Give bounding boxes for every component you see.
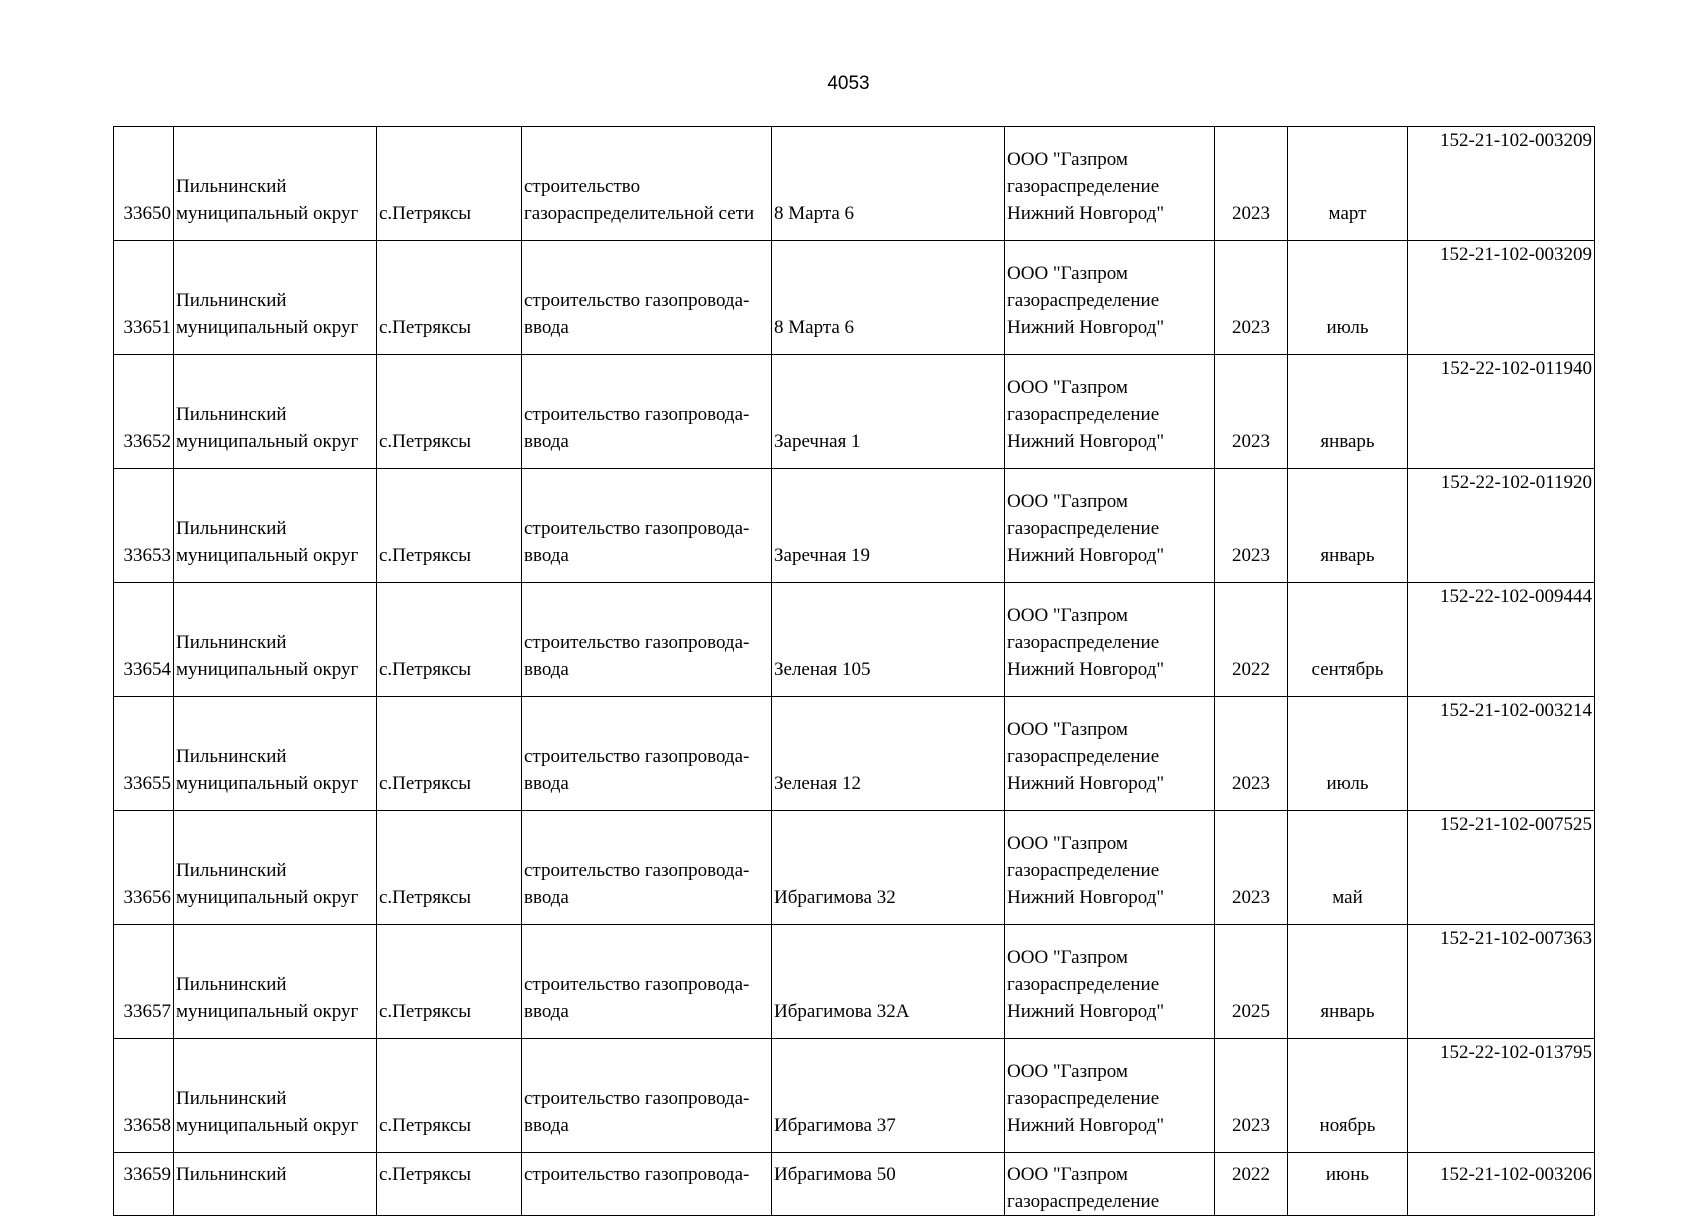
organization-line: ООО "Газпром	[1007, 1061, 1128, 1082]
year-cell: 2023	[1215, 127, 1288, 241]
month-cell: январь	[1288, 355, 1408, 469]
settlement-cell: с.Петряксы	[377, 355, 522, 469]
registry-id-cell: 152-21-102-007525	[1408, 811, 1595, 925]
organization-line: газораспределение	[1007, 974, 1160, 995]
row-number-cell: 33650	[114, 127, 174, 241]
row-number-cell: 33654	[114, 583, 174, 697]
table-row	[114, 697, 1595, 811]
table-row	[114, 355, 1595, 469]
year-cell: 2023	[1215, 469, 1288, 583]
address-cell: Ибрагимова 32	[772, 811, 1005, 925]
month-cell: июнь	[1288, 1153, 1408, 1216]
district-cell: Пильнинский муниципальный округ	[174, 583, 377, 697]
table-row	[114, 469, 1595, 583]
registry-id-cell: 152-21-102-003209	[1408, 241, 1595, 355]
district-cell: Пильнинский муниципальный округ	[174, 925, 377, 1039]
organization-line: газораспределение	[1007, 860, 1160, 881]
table-row	[114, 127, 1595, 241]
table-row	[114, 925, 1595, 1039]
row-number-cell: 33652	[114, 355, 174, 469]
gas-objects-table	[113, 126, 1595, 1216]
district-cell: Пильнинский муниципальный округ	[174, 127, 377, 241]
year-cell: 2023	[1215, 1039, 1288, 1153]
settlement-cell: с.Петряксы	[377, 469, 522, 583]
registry-id-cell: 152-22-102-013795	[1408, 1039, 1595, 1153]
settlement-cell: с.Петряксы	[377, 127, 522, 241]
organization-line: Нижний Новгород"	[1007, 887, 1165, 908]
organization-line: Нижний Новгород"	[1007, 317, 1165, 338]
address-cell: Заречная 19	[772, 469, 1005, 583]
organization-line: газораспределение	[1007, 290, 1160, 311]
registry-id-cell: 152-21-102-003206	[1408, 1153, 1595, 1216]
year-cell: 2022	[1215, 1153, 1288, 1216]
address-cell: 8 Марта 6	[772, 241, 1005, 355]
district-cell: Пильнинский муниципальный округ	[174, 1039, 377, 1153]
year-cell: 2023	[1215, 811, 1288, 925]
row-number-cell: 33655	[114, 697, 174, 811]
registry-id-cell: 152-22-102-011920	[1408, 469, 1595, 583]
organization-line: газораспределение	[1007, 1191, 1160, 1212]
work-type-cell: строительство газопровода-ввода	[522, 583, 772, 697]
organization-line: ООО "Газпром	[1007, 149, 1128, 170]
month-cell: ноябрь	[1288, 1039, 1408, 1153]
organization-cell	[1005, 811, 1215, 925]
district-cell: Пильнинский муниципальный округ	[174, 469, 377, 583]
address-cell: 8 Марта 6	[772, 127, 1005, 241]
organization-line: ООО "Газпром	[1007, 947, 1128, 968]
registry-id-cell: 152-22-102-011940	[1408, 355, 1595, 469]
address-cell: Ибрагимова 50	[772, 1153, 1005, 1216]
month-cell: май	[1288, 811, 1408, 925]
district-cell: Пильнинский муниципальный округ	[174, 811, 377, 925]
district-cell: Пильнинский муниципальный округ	[174, 355, 377, 469]
organization-line: Нижний Новгород"	[1007, 545, 1165, 566]
month-cell: январь	[1288, 925, 1408, 1039]
table-row	[114, 1153, 1595, 1216]
organization-line: Нижний Новгород"	[1007, 659, 1165, 680]
registry-id-cell: 152-21-102-003209	[1408, 127, 1595, 241]
month-cell: сентябрь	[1288, 583, 1408, 697]
table-row	[114, 583, 1595, 697]
registry-id-cell: 152-21-102-003214	[1408, 697, 1595, 811]
work-type-cell: строительство газопровода-ввода	[522, 925, 772, 1039]
address-cell: Ибрагимова 37	[772, 1039, 1005, 1153]
row-number-cell: 33657	[114, 925, 174, 1039]
table-row	[114, 241, 1595, 355]
organization-cell	[1005, 925, 1215, 1039]
organization-line: газораспределение	[1007, 518, 1160, 539]
month-cell: январь	[1288, 469, 1408, 583]
settlement-cell: с.Петряксы	[377, 697, 522, 811]
work-type-cell: строительство газопровода-ввода	[522, 697, 772, 811]
month-cell: июль	[1288, 241, 1408, 355]
registry-id-cell: 152-22-102-009444	[1408, 583, 1595, 697]
work-type-cell: строительство газопровода-ввода	[522, 469, 772, 583]
organization-cell	[1005, 1153, 1215, 1216]
organization-line: газораспределение	[1007, 176, 1160, 197]
row-number-cell: 33656	[114, 811, 174, 925]
page-number: 4053	[827, 73, 870, 94]
organization-cell	[1005, 355, 1215, 469]
address-cell: Ибрагимова 32А	[772, 925, 1005, 1039]
organization-line: газораспределение	[1007, 746, 1160, 767]
work-type-cell: строительство газопровода-ввода	[522, 241, 772, 355]
row-number-cell: 33653	[114, 469, 174, 583]
table-row	[114, 811, 1595, 925]
row-number-cell: 33651	[114, 241, 174, 355]
year-cell: 2025	[1215, 925, 1288, 1039]
work-type-cell: строительство газопровода-	[522, 1153, 772, 1216]
organization-cell	[1005, 241, 1215, 355]
organization-line: Нижний Новгород"	[1007, 1001, 1165, 1022]
district-cell: Пильнинский муниципальный округ	[174, 241, 377, 355]
organization-line: Нижний Новгород"	[1007, 773, 1165, 794]
settlement-cell: с.Петряксы	[377, 1153, 522, 1216]
settlement-cell: с.Петряксы	[377, 241, 522, 355]
organization-line: ООО "Газпром	[1007, 377, 1128, 398]
work-type-cell: строительство газопровода-ввода	[522, 811, 772, 925]
work-type-cell: строительство газопровода-ввода	[522, 1039, 772, 1153]
district-cell: Пильнинский муниципальный округ	[174, 697, 377, 811]
year-cell: 2023	[1215, 697, 1288, 811]
address-cell: Заречная 1	[772, 355, 1005, 469]
district-cell: Пильнинский	[174, 1153, 377, 1216]
row-number-cell: 33659	[114, 1153, 174, 1216]
organization-line: Нижний Новгород"	[1007, 1115, 1165, 1136]
organization-line: ООО "Газпром	[1007, 605, 1128, 626]
month-cell: июль	[1288, 697, 1408, 811]
month-cell: март	[1288, 127, 1408, 241]
organization-line: ООО "Газпром	[1007, 719, 1128, 740]
year-cell: 2023	[1215, 241, 1288, 355]
organization-cell	[1005, 697, 1215, 811]
organization-line: Нижний Новгород"	[1007, 431, 1165, 452]
work-type-cell: строительство газопровода-ввода	[522, 355, 772, 469]
organization-line: ООО "Газпром	[1007, 1164, 1128, 1185]
address-cell: Зеленая 105	[772, 583, 1005, 697]
organization-cell	[1005, 127, 1215, 241]
settlement-cell: с.Петряксы	[377, 1039, 522, 1153]
organization-line: ООО "Газпром	[1007, 491, 1128, 512]
organization-cell	[1005, 1039, 1215, 1153]
registry-id-cell: 152-21-102-007363	[1408, 925, 1595, 1039]
address-cell: Зеленая 12	[772, 697, 1005, 811]
settlement-cell: с.Петряксы	[377, 925, 522, 1039]
organization-line: газораспределение	[1007, 404, 1160, 425]
organization-line: ООО "Газпром	[1007, 263, 1128, 284]
settlement-cell: с.Петряксы	[377, 811, 522, 925]
year-cell: 2023	[1215, 355, 1288, 469]
organization-cell	[1005, 583, 1215, 697]
row-number-cell: 33658	[114, 1039, 174, 1153]
year-cell: 2022	[1215, 583, 1288, 697]
organization-line: газораспределение	[1007, 632, 1160, 653]
organization-line: Нижний Новгород"	[1007, 203, 1165, 224]
organization-cell	[1005, 469, 1215, 583]
settlement-cell: с.Петряксы	[377, 583, 522, 697]
organization-line: газораспределение	[1007, 1088, 1160, 1109]
work-type-cell: строительство газораспределительной сети	[522, 127, 772, 241]
organization-line: ООО "Газпром	[1007, 833, 1128, 854]
table-row	[114, 1039, 1595, 1153]
